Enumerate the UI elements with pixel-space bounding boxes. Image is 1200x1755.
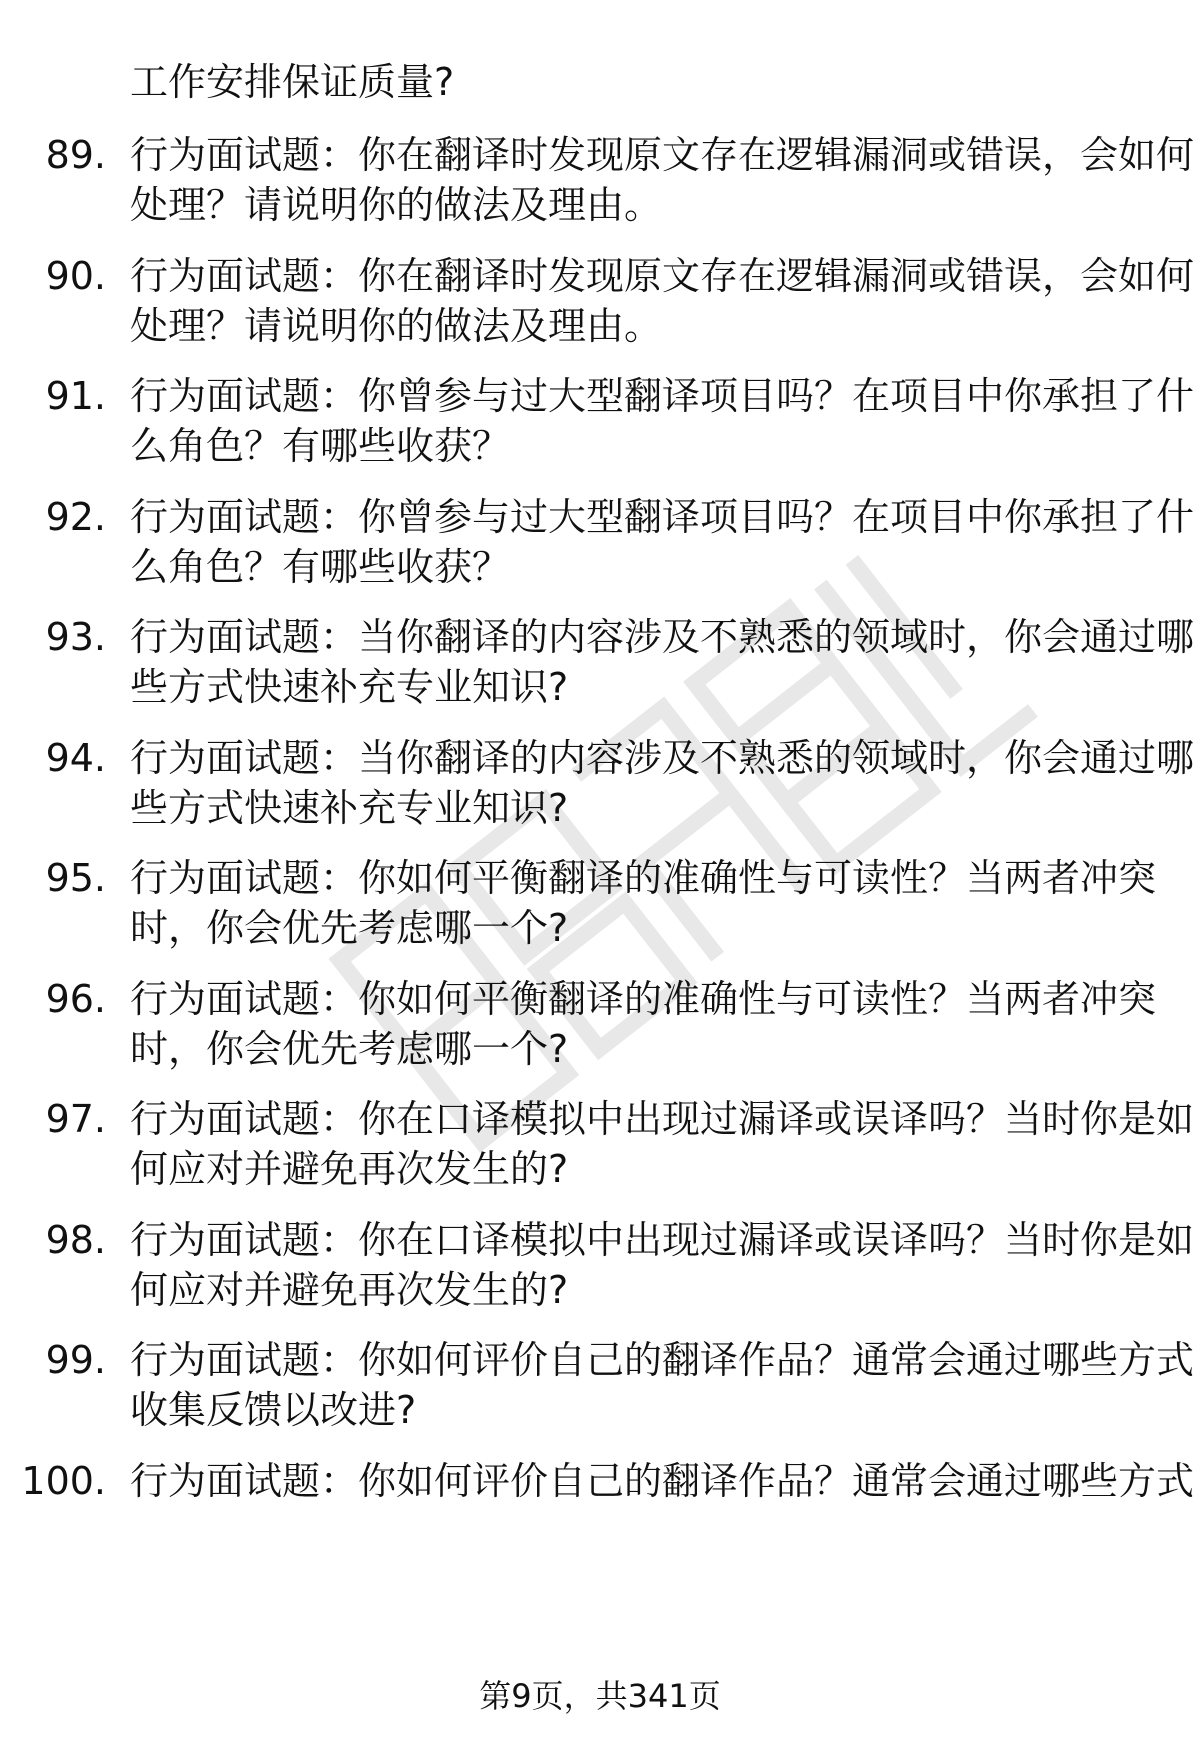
item-text: 行为面试题：当你翻译的内容涉及不熟悉的领域时，你会通过哪 [130,615,1195,659]
item-number: 95. [45,856,106,900]
item-number: 92. [45,495,106,539]
item-text: 行为面试题：你曾参与过大型翻译项目吗？在项目中你承担了什 [130,374,1195,418]
item-text: 行为面试题：你在口译模拟中出现过漏译或误译吗？当时你是如 [130,1218,1195,1262]
item-number: 98. [45,1218,106,1262]
item-text: 处理？请说明你的做法及理由。 [130,304,663,348]
item-text: 何应对并避免再次发生的? [130,1268,569,1312]
item-text: 收集反馈以改进? [130,1388,417,1432]
item-text: 些方式快速补充专业知识? [130,786,569,830]
item-text: 行为面试题：你在口译模拟中出现过漏译或误译吗？当时你是如 [130,1097,1195,1141]
item-number: 89. [45,133,106,177]
item-text: 行为面试题：你如何平衡翻译的准确性与可读性？当两者冲突 [130,856,1157,900]
item-text: 时，你会优先考虑哪一个? [130,906,569,950]
item-text: 么角色？有哪些收获？ [130,424,511,468]
item-text: 行为面试题：你如何平衡翻译的准确性与可读性？当两者冲突 [130,977,1157,1021]
page-footer: 第9页，共341页 [479,1677,721,1715]
item-number: 99. [45,1338,106,1382]
item-number: 93. [45,615,106,659]
item-text: 行为面试题：你曾参与过大型翻译项目吗？在项目中你承担了什 [130,495,1195,539]
item-number: 100. [21,1459,106,1503]
item-number: 94. [45,736,106,780]
item-text: 行为面试题：你在翻译时发现原文存在逻辑漏洞或错误，会如何 [130,254,1195,298]
item-text: 行为面试题：你如何评价自己的翻译作品？通常会通过哪些方式 [130,1459,1195,1503]
item-text: 些方式快速补充专业知识? [130,665,569,709]
item-number: 97. [45,1097,106,1141]
continuation-text: 工作安排保证质量? [130,60,455,104]
item-text: 行为面试题：你如何评价自己的翻译作品？通常会通过哪些方式 [130,1338,1195,1382]
item-text: 处理？请说明你的做法及理由。 [130,183,663,227]
item-number: 90. [45,254,106,298]
item-text: 时，你会优先考虑哪一个? [130,1027,569,1071]
item-number: 91. [45,374,106,418]
item-text: 行为面试题：你在翻译时发现原文存在逻辑漏洞或错误，会如何 [130,133,1195,177]
item-number: 96. [45,977,106,1021]
item-text: 么角色？有哪些收获？ [130,545,511,589]
item-text: 何应对并避免再次发生的? [130,1147,569,1191]
item-text: 行为面试题：当你翻译的内容涉及不熟悉的领域时，你会通过哪 [130,736,1195,780]
